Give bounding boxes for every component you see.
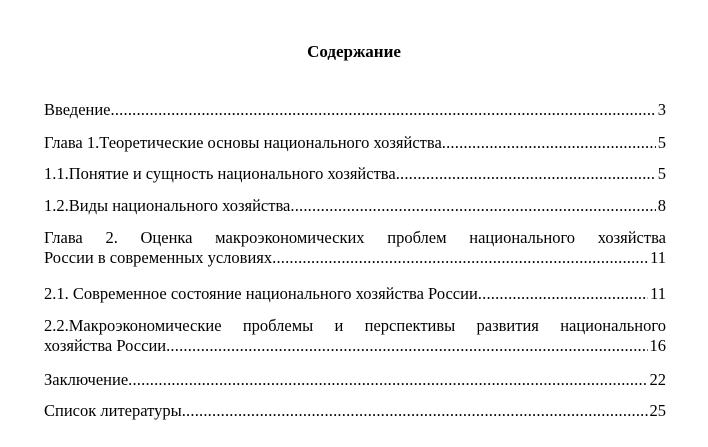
toc-page-number: 3 (657, 100, 666, 119)
toc-entry-text: 1.2.Виды национального хозяйства (44, 196, 291, 215)
dot-leader (111, 100, 656, 120)
dot-leader (166, 336, 647, 356)
toc-entry-text: Список литературы (44, 401, 182, 420)
toc-entry-text-line-1: 2.2.Макроэкономические проблемы и перспективы развития национального (44, 316, 666, 335)
page-title: Содержание (307, 42, 401, 61)
toc-entry-text: 2.1. Современное состояние национального хозяйства России (44, 284, 478, 303)
toc-page-number: 11 (650, 284, 666, 303)
toc-entry-section-2-1[interactable] (44, 284, 666, 304)
toc-entry-section-1-1[interactable] (44, 164, 666, 184)
dot-leader (478, 284, 648, 304)
toc-entry-text-line-1: Глава 2. Оценка макроэкономических проблем национального хозяйства (44, 228, 666, 247)
toc-entry-introduction[interactable] (44, 100, 666, 120)
toc-entry-conclusion[interactable] (44, 370, 666, 390)
toc-entry-text: Заключение (44, 370, 129, 389)
toc-page-number: 11 (650, 248, 666, 267)
toc-entry-text: хозяйства России (44, 336, 167, 355)
toc-page-number: 5 (657, 133, 666, 152)
dot-leader (290, 196, 655, 216)
dot-leader (442, 133, 656, 153)
dot-leader (396, 164, 656, 184)
toc-page-number: 16 (649, 336, 666, 355)
dot-leader (182, 401, 648, 421)
toc-page-number: 25 (649, 401, 666, 420)
toc-entry-text: Глава 1.Теоретические основы национального хозяйства (44, 133, 442, 152)
toc-entry-chapter-2[interactable] (44, 228, 666, 268)
dot-leader (128, 370, 647, 390)
toc-entry-text: Введение (44, 100, 111, 119)
toc-entry-section-2-2[interactable] (44, 316, 666, 356)
toc-page-number: 22 (649, 370, 666, 389)
toc-entry-text: 1.1.Понятие и сущность национального хозяйства (44, 164, 396, 183)
toc-page-number: 5 (657, 164, 666, 183)
toc-entry-text: России в современных условиях (44, 248, 273, 267)
toc-page-number: 8 (657, 196, 666, 215)
toc-entry-section-1-2[interactable] (44, 196, 666, 216)
toc-entry-chapter-1[interactable] (44, 133, 666, 153)
toc-entry-bibliography[interactable] (44, 401, 666, 421)
dot-leader (272, 248, 648, 268)
